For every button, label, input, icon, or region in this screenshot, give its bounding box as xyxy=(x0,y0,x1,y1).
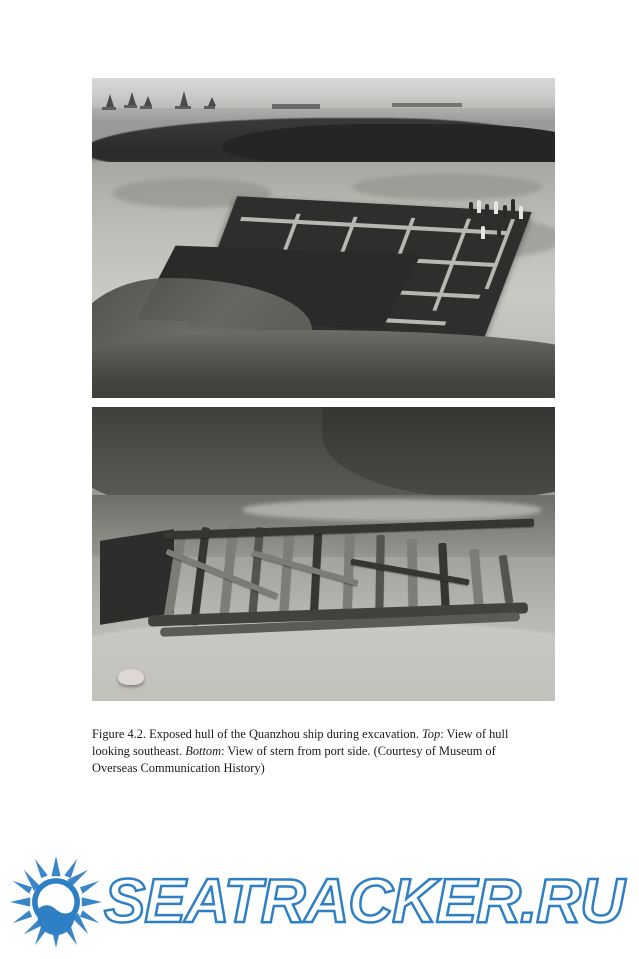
boat-hull xyxy=(124,105,137,108)
worker-figure xyxy=(481,226,485,239)
figure-number: Figure 4.2. xyxy=(92,727,147,741)
worker-figure xyxy=(511,199,515,212)
worker-figure xyxy=(497,224,501,237)
boat-hull xyxy=(140,106,152,109)
boat-hull xyxy=(175,106,191,109)
caption-text-2: : View of hull looking southeast. xyxy=(92,727,509,759)
hull-frame-timber xyxy=(343,533,355,617)
bucket-object xyxy=(118,669,144,685)
dark-shore-ridge-far xyxy=(222,124,555,164)
hull-frame-timber xyxy=(248,527,264,621)
caption-text-1: Exposed hull of the Quanzhou ship during excavation. xyxy=(146,727,423,741)
hull-frame-timber xyxy=(279,529,294,619)
figure-caption xyxy=(92,726,540,778)
tidal-channel xyxy=(242,499,542,521)
boat-hull xyxy=(204,106,215,109)
hull-frame-timber xyxy=(190,527,210,625)
hull-frame-timber xyxy=(469,549,483,608)
sun-burst-icon xyxy=(10,856,102,948)
shoring-timber xyxy=(251,550,358,586)
hull-frame-timber xyxy=(499,555,514,604)
ship-hull-stern xyxy=(100,525,546,645)
caption-emphasis-bottom: Bottom xyxy=(185,744,222,759)
boat-hull xyxy=(102,107,116,110)
caption-emphasis-top: Top xyxy=(422,727,441,741)
worker-figure xyxy=(485,204,489,217)
worker-figure xyxy=(503,205,507,218)
distant-vessel xyxy=(392,103,462,107)
boat-sail xyxy=(128,92,136,105)
boat-sail xyxy=(144,96,152,106)
caption-text-3: : View of stern from port side. (Courtesy of Museum of Overseas Communication History) xyxy=(92,744,496,776)
stern-bulkhead xyxy=(100,529,174,625)
sky-region xyxy=(92,78,555,112)
boat-sail xyxy=(106,94,114,107)
worker-figure xyxy=(469,202,473,215)
bottom-photo xyxy=(92,407,555,701)
figure-4-2 xyxy=(92,78,555,701)
excavation-workers xyxy=(463,196,543,242)
boat-sail xyxy=(180,91,188,106)
dark-foreshore-bottom xyxy=(92,330,555,398)
worker-figure xyxy=(477,200,481,213)
top-photo xyxy=(92,78,555,398)
watermark xyxy=(0,852,639,952)
boat-sail xyxy=(208,97,216,106)
watermark-text: SEATRACKER.RU xyxy=(104,867,624,936)
worker-figure xyxy=(519,206,523,219)
worker-figure xyxy=(494,201,498,214)
hull-frame-timber xyxy=(375,535,384,615)
distant-vessel xyxy=(272,104,320,109)
